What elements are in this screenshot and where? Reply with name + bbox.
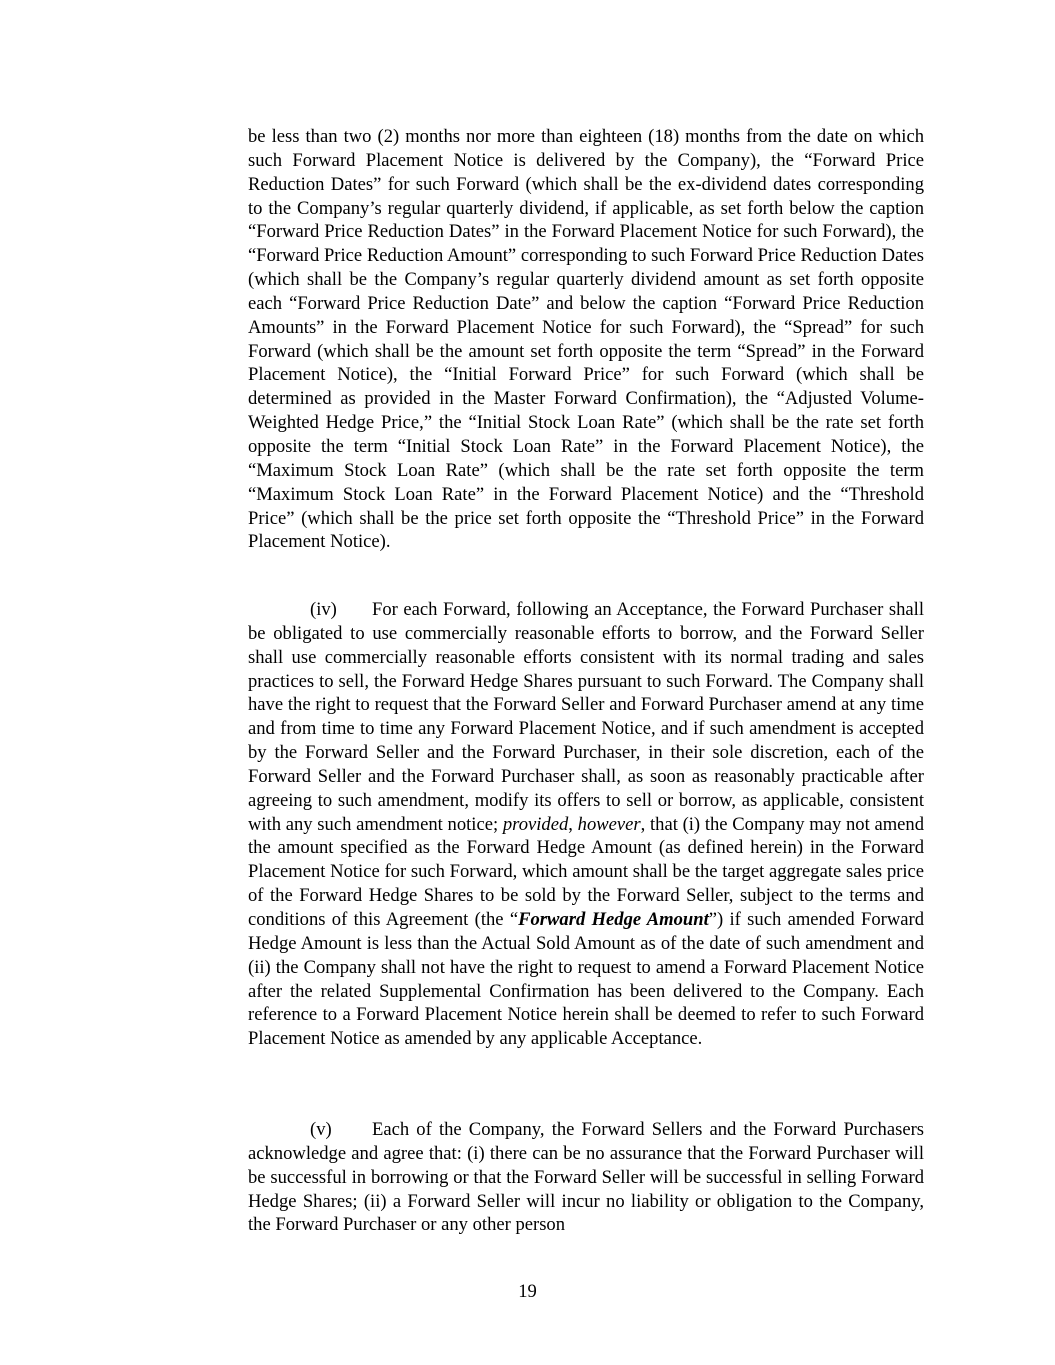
paragraph-text: be less than two (2) months nor more than eighteen (18) months from the date on which such Forward Placement Notice is delivered by the Company), the “Forward Price Reduction Dates” for such Forward (which shall be the ex-dividend dates corresponding to the Company’s regular quarterly dividend, if applicable, as set forth below the caption “Forward Price Reduction Dates” in the Forward Placement Notice for such Forward), the “Forward Price Reduction Amount” corresponding to such Forward Price Reduction Dates (which shall be the Company’s regular quarterly dividend amount as set forth opposite each “Forward Price Reduction Date” and below the caption “Forward Price Reduction Amounts” in the Forward Placement Notice for such Forward), the “Spread” for such Forward (which shall be the amount set forth opposite the term “Spread” in the Forward Placement Notice), the “Initial Forward Price” for such Forward (which shall be determined as provided in the Master Forward Confirmation), the “Adjusted Volume-Weighted Hedge Price,” the “Initial Stock Loan Rate” (which shall be the rate set forth opposite the term “Initial Stock Loan Rate” in the Forward Placement Notice), the “Maximum Stock Loan Rate” (which shall be the rate set forth opposite the term “Maximum Stock Loan Rate” in the Forward Placement Notice) and the “Threshold Price” (which shall be the price set forth opposite the “Threshold Price” in the Forward Placement Notice). <box>248 126 924 553</box>
paragraph-number: (v) <box>310 1119 332 1140</box>
paragraph-iv <box>248 598 924 1051</box>
paragraph-text: ”) if such amended Forward Hedge Amount is less than the Actual Sold Amount as of the date of such amendment and (ii) the Company shall not have the right to request to amend a Forward Placement Notice after the related Supplemental Confirmation has been delivered to the Company. Each reference to a Forward Placement Notice herein shall be deemed to refer to such Forward Placement Notice as amended by any applicable Acceptance. <box>248 908 924 1050</box>
page-number: 19 <box>518 1281 537 1302</box>
paragraph-text: , that (i) the Company may not amend the amount specified as the Forward Hedge Amount (as defined herein) in the Forward Placement Notice for such Forward, which amount shall be the target aggregate sales price of the Forward Hedge Shares to be sold by the Forward Seller, subject to the terms and conditions of this Agreement (the “ <box>248 813 925 930</box>
comma: , <box>568 813 573 835</box>
paragraph-continuation <box>248 125 924 554</box>
paragraph-v <box>248 1118 924 1237</box>
provided-term: provided <box>502 813 569 835</box>
paragraph-text: Each of the Company, the Forward Sellers and the Forward Purchasers acknowledge and agree that: (i) there can be no assurance that the Forward Purchaser will be successful in borrowing or that the Forward Seller will be successful in selling Forward Hedge Shares; (ii) a Forward Seller will incur no liability or obligation to the Company, the Forward Purchaser or any other person <box>248 1119 924 1236</box>
paragraph-number: (iv) <box>310 599 337 620</box>
paragraph-text: For each Forward, following an Acceptance, the Forward Purchaser shall be obligated to use commercially reasonable efforts to borrow, and the Forward Seller shall use commercially reasonable efforts consistent with its normal trading and sales practices to sell, the Forward Hedge Shares pursuant to such Forward. The Company shall have the right to request that the Forward Seller and Forward Purchaser amend at any time and from time to time any Forward Placement Notice, and if such amendment is accepted by the Forward Seller and the Forward Purchaser, in their sole discretion, each of the Forward Seller and the Forward Purchaser shall, as soon as reasonably practicable after agreeing to such amendment, modify its offers to sell or borrow, as applicable, consistent with any such amendment notice; <box>248 599 924 835</box>
defined-term: Forward Hedge Amount <box>518 908 709 930</box>
however-term: however <box>577 813 641 835</box>
